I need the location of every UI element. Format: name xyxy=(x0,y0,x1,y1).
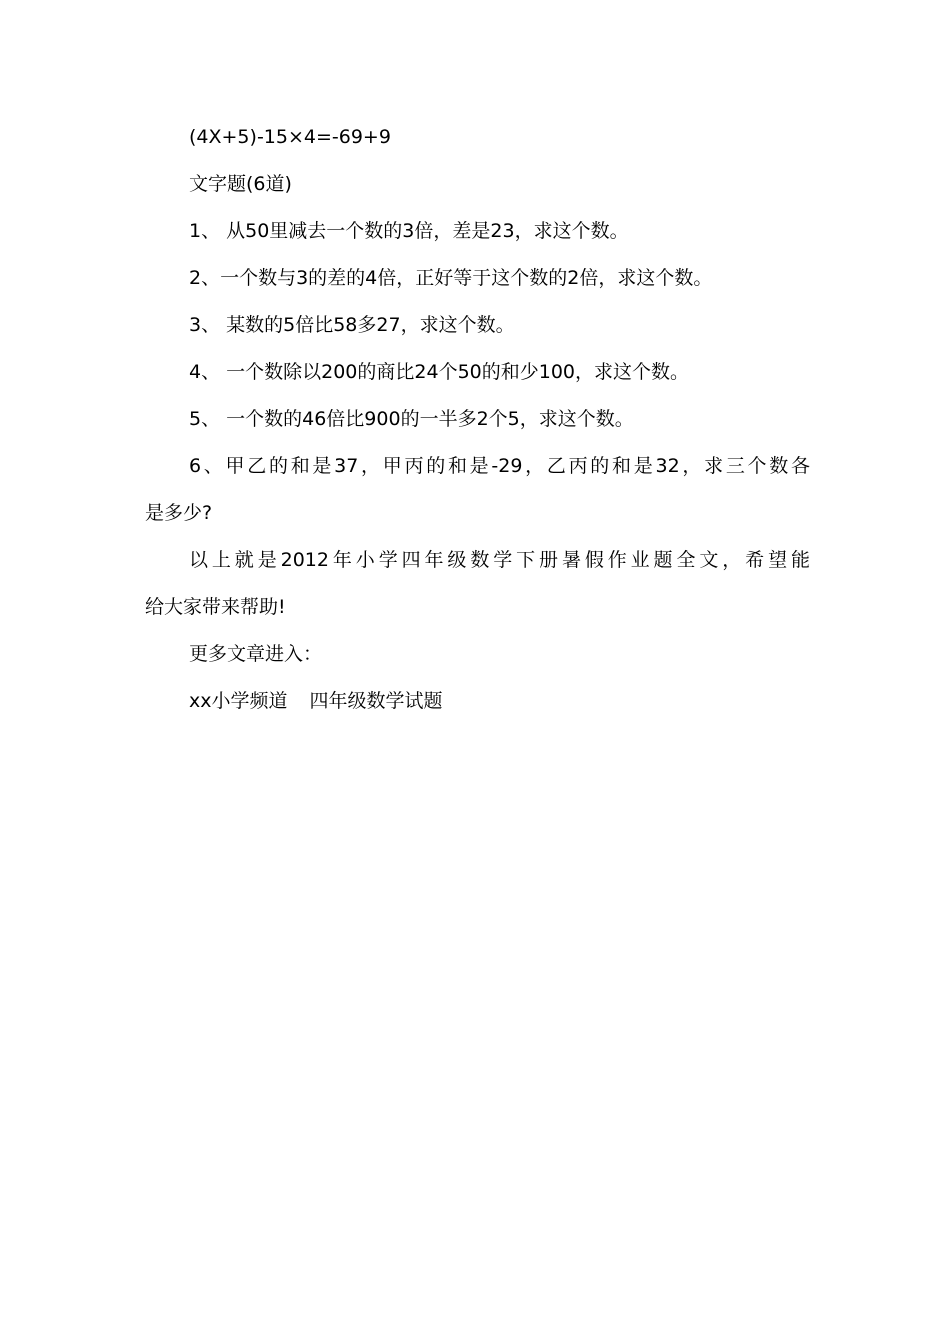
closing-line-2: 给大家带来帮助! xyxy=(145,596,286,618)
section-title: 文字题(6道) xyxy=(189,173,292,195)
problem-6-line-2: 是多少? xyxy=(145,502,213,524)
problem-2: 2、一个数与3的差的4倍，正好等于这个数的2倍，求这个数。 xyxy=(189,267,713,289)
problem-3: 3、 某数的5倍比58多27，求这个数。 xyxy=(189,314,515,336)
related-links xyxy=(145,678,810,725)
problem-6 xyxy=(145,443,810,537)
closing-paragraph xyxy=(145,537,810,631)
equation-line: (4X+5)-15×4=-69+9 xyxy=(189,126,391,148)
more-articles-label: 更多文章进入： xyxy=(189,643,323,665)
problem-5: 5、 一个数的46倍比900的一半多2个5，求这个数。 xyxy=(189,408,634,430)
problem-4: 4、 一个数除以200的商比24个50的和少100，求这个数。 xyxy=(189,361,690,383)
problem-1: 1、 从50里减去一个数的3倍，差是23，求这个数。 xyxy=(189,220,629,242)
problem-6-line-1: 6、甲乙的和是37，甲丙的和是-29，乙丙的和是32，求三个数各 xyxy=(189,455,810,477)
link-grade4-math-tests[interactable]: 四年级数学试题 xyxy=(309,690,443,712)
closing-line-1: 以上就是2012年小学四年级数学下册暑假作业题全文，希望能 xyxy=(189,549,810,571)
document-body xyxy=(145,114,810,725)
link-xx-primary-channel[interactable]: xx小学频道 xyxy=(189,690,288,712)
